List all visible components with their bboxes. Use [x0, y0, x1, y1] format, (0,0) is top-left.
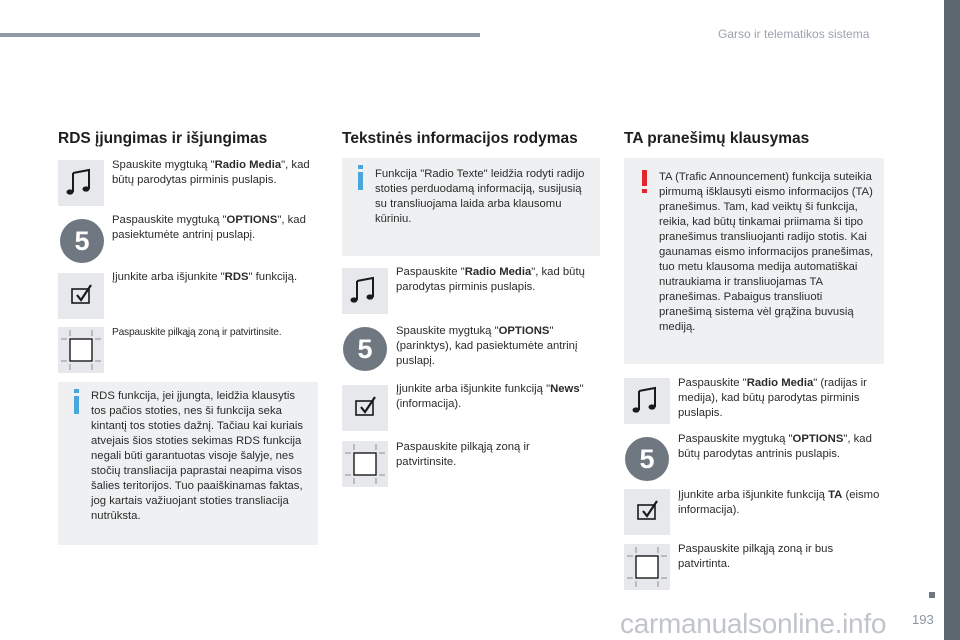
page-marker [929, 592, 935, 598]
col3-title: TA pranešimų klausymas [624, 130, 810, 147]
col1-step2-text: Paspauskite mygtuką "OPTIONS", kad pasiektumėte antrinį puslapį. [112, 214, 306, 241]
col1-step3-text: Įjunkite arba išjunkite "RDS" funkciją. [112, 271, 298, 283]
header-title: Garso ir telematikos sistema [718, 27, 870, 41]
grey-zone-icon [624, 544, 670, 590]
col3-warning-text: TA (Trafic Announcement) funkcija suteikia pirmumą išklausyti eismo informacijos (TA) pranešimus. Tam, kad veiktų ši funkcija, reikia, kad būtų tinkamai priimama ši tipo pranešimus transliuojanti radijo stotis. Kai gaunamas eismo informacijos pranešimas, tuo metu klausoma medija automatiškai nutraukiama ir transliuojamas TA pranešimas. Pabaigus transliuoti pranešimą sistema vėl grąžina buvusią mediją. [659, 171, 874, 333]
warning-icon [642, 170, 647, 186]
step-5-badge: 5 [343, 327, 387, 371]
grey-zone-icon [58, 327, 104, 373]
page-edge-strip [944, 0, 960, 640]
info-icon [74, 396, 79, 414]
col3-step1-text: Paspauskite "Radio Media" (radijas ir medija), kad būtų parodytas pirminis puslapis. [678, 377, 867, 419]
col3-warning-note [624, 158, 884, 364]
col2-note-text: Funkcija "Radio Texte" leidžia rodyti radijo stoties perduodamą informaciją, susijusią su transliuojama laida arba klausomu kūriniu. [375, 168, 585, 225]
music-note-icon [58, 160, 104, 206]
col2-step1-text: Paspauskite "Radio Media", kad būtų parodytas pirminis puslapis. [396, 266, 585, 293]
col3-step4-text: Paspauskite pilkąją zoną ir bus patvirtinta. [678, 543, 834, 570]
checkbox-icon [58, 273, 104, 319]
header-bar [0, 33, 480, 37]
col2-info-note [342, 158, 600, 256]
page-number: 193 [912, 612, 934, 627]
col1-step4-text: Paspauskite pilkąją zoną ir patvirtinsite. [112, 327, 282, 338]
step-5-badge: 5 [625, 437, 669, 481]
checkbox-icon [624, 489, 670, 535]
watermark: carmanualsonline.info [620, 608, 887, 639]
col1-step1-text: Spauskite mygtuką "Radio Media", kad būtų parodytas pirminis puslapis. [112, 159, 310, 186]
col2-title: Tekstinės informacijos rodymas [342, 130, 578, 147]
col3-step3-text: Įjunkite arba išjunkite funkciją TA (eismo informacija). [678, 489, 880, 516]
col2-step4-text: Paspauskite pilkąją zoną ir patvirtinsite. [396, 441, 530, 468]
col1-title: RDS įjungimas ir išjungimas [58, 130, 268, 147]
col2-step2-text: Spauskite mygtuką "OPTIONS" (parinktys), kad pasiektumėte antrinį puslapį. [396, 325, 578, 367]
music-note-icon [624, 378, 670, 424]
col2-step3-text: Įjunkite arba išjunkite funkciją "News" (informacija). [396, 383, 584, 410]
col1-info-note [58, 382, 318, 545]
step-5-badge: 5 [60, 219, 104, 263]
info-icon [358, 172, 363, 190]
checkbox-icon [342, 385, 388, 431]
col1-note-text: RDS funkcija, jei įjungta, leidžia klausytis tos pačios stoties, nes ši funkcija seka kintantį tos stoties dažnį. Tačiau kai kuriais atvejais šios stoties sekimas RDS funkcija negali būti garantuotas visoje šalyje, nes stočių transliacija paprastai neapima visos šalies teritorijos. Tuo paaiškinamas faktas, jog kartais važiuojant stoties transliacija nutrūksta. [91, 390, 304, 522]
music-note-icon [342, 268, 388, 314]
col3-step2-text: Paspauskite mygtuką "OPTIONS", kad būtų parodytas antrinis puslapis. [678, 433, 872, 460]
grey-zone-icon [342, 441, 388, 487]
